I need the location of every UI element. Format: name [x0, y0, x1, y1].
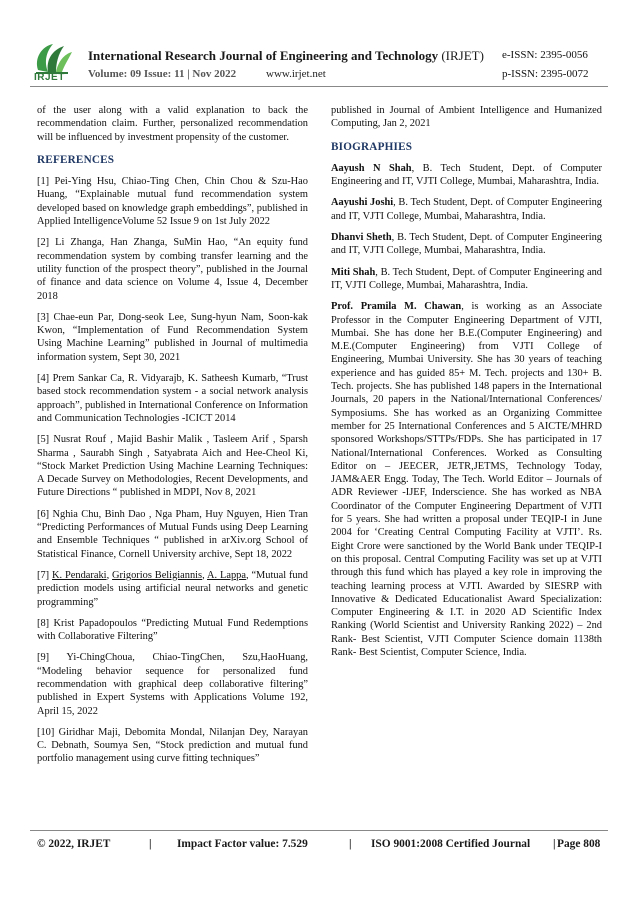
footer-separator: | [149, 838, 152, 850]
bio-text: , is working as an Associate Professor in the Computer Engineering Department of VJTI, Mumbai. She has done her B.E.(Computer Engineering) and M.E.(Computer Engineering) from VJTI College of Engineering, Mumbai University. She has 30 years of teaching experience and has guided 85+ M. Tech. projects and 130+ B. Tech. projects. She has published 148 papers in the International Journals, 20 papers in the National/International Conferences/ Symposiums. She has worked as an Organizing Committee member for 25 International Conferences and 5 AICTE/MHRD sponsored Workshops/STTPs/FDPs. She has participated in 17 National/International Conferences. Worked as Consulting Editor on – JEECER, JETR,JETMS, Technology Today, JAM&AER Engg. Today, The Tech. World Editor – Journals of ADR Reviewer -IJEF, Inderscience. She has worked as NBA Coordinator of the Computer Engineering Department of VJTI for 5 years. She had written a proposal under TEQIP-I in June 2004 for ‘Creating Central Computing Facility at VJTI’. Rs. Eight Crore were sanctioned by the World Bank under TEQIP-I on this proposal. Central Computing Facility was set up at VJTI through this fund which has played a key role in improving the teaching learning process at VJTI. Awarded by SIESRP with Innovative & Dedicated Educationalist Award Specialization: Computer Engineering & I.T. in 2020 AD Scientific Index Ranking (World Scientist and University Ranking 2022) – 2nd Rank- Best Scientist, VJTI Computer Science domain 1138th Rank- Best Scientist, Computer Science, India. [331, 301, 602, 658]
e-issn: e-ISSN: 2395-0056 [502, 49, 588, 61]
reference-1: [1] Pei-Ying Hsu, Chiao-Ting Chen, Chin Chou & Szu-Hao Huang, “Explainable mutual fund recommendation system developed based on knowledge graph embeddings”, published in Applied IntelligenceVolume 52 Issue 9 on 1st July 2022 [37, 176, 308, 228]
bio-text: , B. Tech Student, Dept. of Computer Engineering and IT, VJTI College, Mumbai, Maharashtra, India. [331, 162, 602, 188]
footer-separator: | [349, 838, 352, 850]
bio-name: Prof. Pramila M. Chawan [331, 301, 462, 313]
reference-7: [7] K. Pendaraki, Grigorios Beligiannis, A. Lappa, “Mutual fund prediction models using artificial neural networks and genetic programming” [37, 569, 309, 608]
right-column [331, 104, 602, 667]
reference-2: [2] Li Zhanga, Han Zhanga, SuMin Hao, “An equity fund recommendation system by combing transfer learning and the utility function of the prospect theory”, published in the Journal of finance and data science on Volume 4, Issue 4, December 2018 [37, 237, 308, 302]
journal-website-link[interactable]: www.irjet.net [266, 68, 326, 80]
footer-page-text: Page 808 [557, 838, 601, 850]
author-link-pendaraki[interactable]: K. Pendaraki [52, 569, 107, 581]
bio-pramila-chawan [331, 300, 602, 659]
p-issn: p-ISSN: 2395-0072 [502, 68, 589, 80]
left-column [37, 104, 308, 774]
footer-impact-factor: Impact Factor value: 7.529 [177, 838, 308, 850]
logo-text: IRJET [34, 72, 65, 83]
bio-aayushi-joshi [331, 196, 602, 223]
biographies-heading: BIOGRAPHIES [331, 140, 413, 153]
reference-4: [4] Prem Sankar Ca, R. Vidyarajb, K. Satheesh Kumarb, “Trust based stock recommendation system - a social network analysis approach”, published in International Conference on Information and Communication Technologies -ICICT 2014 [37, 373, 308, 424]
references-heading: REFERENCES [37, 153, 115, 166]
reference-10: [10] Giridhar Maji, Debomita Mondal, Nilanjan Dey, Narayan C. Debnath, Soumya Sen, “Stock prediction and mutual fund portfolio management using curve fitting techniques” [37, 726, 308, 765]
bio-text: , B. Tech Student, Dept. of Computer Engineering and IT, VJTI College, Mumbai, Maharashtra, India. [331, 232, 602, 257]
bio-name: Aayushi Joshi [331, 197, 394, 209]
reference-3: [3] Chae-eun Par, Dong-seok Lee, Sung-hyun Nam, Soon-kak Kwon, “Implementation of Fund Recommendation System Using Machine Learning” published in Journal of multimedia information system, Sept 30, 2021 [37, 311, 308, 363]
reference-9: [9] Yi-ChingChoua, Chiao-TingChen, Szu,HaoHuang, “Modeling behavior sequence for personalized fund recommendation with graphical deep collaborative filtering” published in Expert Systems with Applications Volume 192, April 15, 2022 [37, 652, 308, 717]
reference-5: [5] Nusrat Rouf , Majid Bashir Malik , Tasleem Arif , Sparsh Sharma , Saurabh Singh , Satyabrata Aich and Hee-Cheol Ki, “Stock Market Prediction Using Machine Learning Techniques: A Decade Survey on Methodologies, Recent Developments, and Future Directions “ published in MDPI, Nov 8, 2021 [37, 434, 308, 499]
bio-text: , B. Tech Student, Dept. of Computer Engineering and IT, VJTI College, Mumbai, Maharashtra, India. [331, 197, 602, 222]
volume-issue: Volume: 09 Issue: 11 | Nov 2022 [88, 68, 237, 80]
author-link-beligiannis[interactable]: Grigorios Beligiannis [112, 569, 203, 581]
header-divider [30, 86, 608, 87]
reference-7-number: [7] [37, 569, 50, 581]
bio-text: , B. Tech Student, Dept. of Computer Engineering and IT, VJTI College, Mumbai, Maharashtra, India. [331, 266, 602, 291]
bio-name: Miti Shah [331, 266, 376, 278]
author-link-lappa[interactable]: A. Lappa [207, 569, 246, 581]
journal-title [88, 48, 484, 64]
intro-paragraph: of the user along with a valid explanation to back the recommendation claim. Further, personalized recommendation will be influenced by investment propensity of the customer. [37, 105, 308, 143]
journal-name: International Research Journal of Engineering and Technology [88, 48, 439, 63]
journal-abbr: (IRJET) [441, 48, 484, 63]
footer-separator: | [553, 838, 556, 850]
footer-copyright: © 2022, IRJET [37, 838, 111, 850]
bio-name: Aayush N Shah [331, 162, 412, 174]
footer-iso: ISO 9001:2008 Certified Journal [371, 838, 531, 850]
bio-dhanvi-sheth [331, 231, 602, 258]
reference-8: [8] Krist Papadopoulos “Predicting Mutual Fund Redemptions with Collaborative Filtering” [37, 617, 308, 643]
reference-6: [6] Nghia Chu, Binh Dao , Nga Pham, Huy Nguyen, Hien Tran “Predicting Performances of Mutual Funds using Deep Learning and Ensemble Techniques “ published in arXiv.org School of Statistical Finance, Cornell University archive, Sept 18, 2022 [37, 508, 308, 560]
reference-7-title: , “Mutual fund prediction models using artificial neural networks and genetic programming” [37, 569, 309, 608]
reference-10-continued: published in Journal of Ambient Intelligence and Humanized Computing, Jan 2, 2021 [331, 105, 602, 130]
bio-miti-shah [331, 266, 602, 293]
bio-aayush-shah [331, 162, 602, 189]
bio-name: Dhanvi Sheth [331, 232, 392, 244]
footer-divider [30, 830, 608, 831]
page-header [0, 0, 638, 88]
